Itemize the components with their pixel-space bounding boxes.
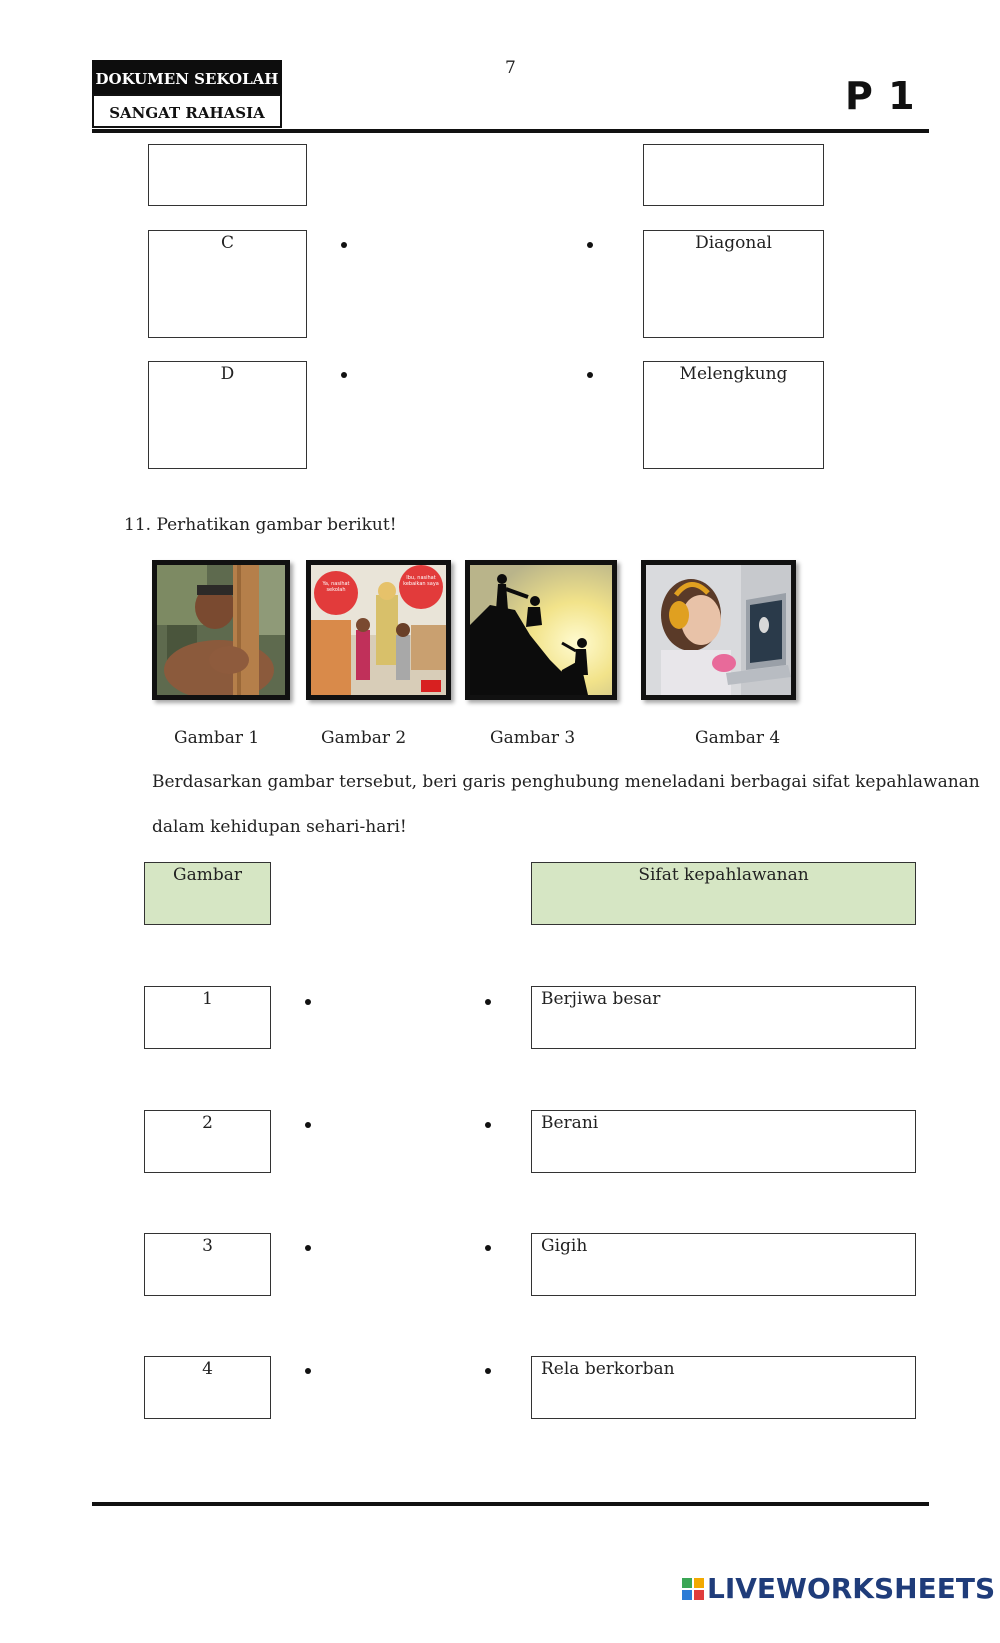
secret-label: SANGAT RAHASIA: [92, 94, 282, 128]
liveworksheets-logo[interactable]: [682, 1572, 995, 1605]
gambar-item-3: 3: [144, 1233, 271, 1296]
match-dot-left-c[interactable]: [341, 242, 347, 248]
instruction-line-1: Berdasarkan gambar tersebut, beri garis penghubung meneladani berbagai sifat kepahlawanan: [152, 772, 980, 792]
match-dot-left-d[interactable]: [341, 372, 347, 378]
match-dot-right-rela-berkorban[interactable]: [485, 1368, 491, 1374]
gambar-2-bubble-2: Ibu, nasihat kebaikan saya: [403, 575, 439, 587]
top-right-box-diagonal: Diagonal: [643, 230, 824, 338]
sifat-item-rela-berkorban: Rela berkorban: [531, 1356, 916, 1419]
gambar-1-image: [152, 560, 290, 700]
match-dot-right-melengkung[interactable]: [587, 372, 593, 378]
match-dot-right-diagonal[interactable]: [587, 242, 593, 248]
top-left-box-d: D: [148, 361, 307, 469]
top-right-box-melengkung: Melengkung: [643, 361, 824, 469]
doc-label: DOKUMEN SEKOLAH: [92, 60, 282, 94]
column-header-sifat: Sifat kepahlawanan: [531, 862, 916, 925]
question-11-title: 11. Perhatikan gambar berikut!: [124, 515, 397, 535]
match-dot-right-berani[interactable]: [485, 1122, 491, 1128]
sifat-item-berani: Berani: [531, 1110, 916, 1173]
sifat-item-gigih: Gigih: [531, 1233, 916, 1296]
gambar-item-1: 1: [144, 986, 271, 1049]
top-right-box-0: [643, 144, 824, 206]
top-left-box-c: C: [148, 230, 307, 338]
match-dot-right-berjiwa-besar[interactable]: [485, 999, 491, 1005]
gambar-item-4: 4: [144, 1356, 271, 1419]
header-rule: [92, 129, 929, 133]
caption-gambar-4: Gambar 4: [695, 728, 781, 748]
match-dot-left-2[interactable]: [305, 1122, 311, 1128]
caption-gambar-2: Gambar 2: [321, 728, 407, 748]
top-left-box-0: [148, 144, 307, 206]
paper-code: P 1: [845, 74, 916, 118]
match-dot-right-gigih[interactable]: [485, 1245, 491, 1251]
liveworksheets-mark-icon: [682, 1574, 704, 1596]
instruction-line-2: dalam kehidupan sehari-hari!: [152, 817, 407, 837]
liveworksheets-logo-text: LIVEWORKSHEETS: [707, 1572, 996, 1605]
match-dot-left-1[interactable]: [305, 999, 311, 1005]
sifat-item-berjiwa-besar: Berjiwa besar: [531, 986, 916, 1049]
gambar-3-image: [465, 560, 617, 700]
column-header-gambar: Gambar: [144, 862, 271, 925]
match-dot-left-4[interactable]: [305, 1368, 311, 1374]
footer-rule: [92, 1502, 929, 1506]
caption-gambar-3: Gambar 3: [490, 728, 576, 748]
gambar-4-image: [641, 560, 796, 700]
caption-gambar-1: Gambar 1: [174, 728, 260, 748]
gambar-2-bubble-1: Ya, nasihat sekolah: [322, 581, 350, 593]
gambar-2-image: [306, 560, 451, 700]
match-dot-left-3[interactable]: [305, 1245, 311, 1251]
page-number: 7: [505, 58, 516, 78]
gambar-item-2: 2: [144, 1110, 271, 1173]
